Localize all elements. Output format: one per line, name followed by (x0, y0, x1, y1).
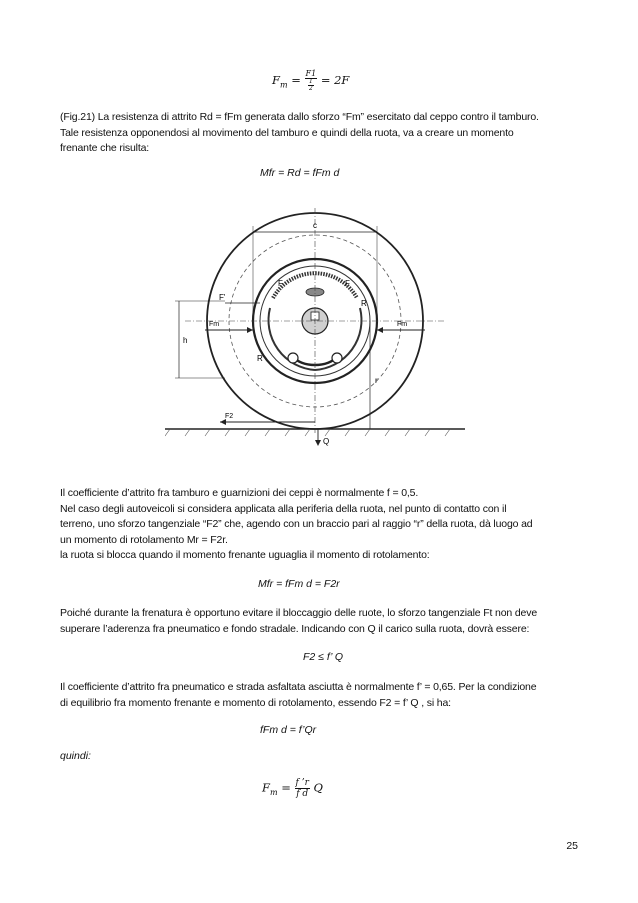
label-q: Q (323, 437, 330, 446)
drum-brake-figure (165, 208, 545, 448)
eq6-lhs: F (262, 780, 270, 795)
equation-mfr: Mfr = Rd = fFm d (260, 167, 340, 179)
para2-line4: un momento di rotolamento Mr = F2r. (60, 533, 228, 546)
label-f-left: F (278, 279, 283, 288)
page-number: 25 (566, 840, 578, 852)
ground-hatch (165, 429, 450, 436)
quindi-label: quindi: (60, 750, 91, 762)
label-c: c (313, 221, 317, 230)
label-f-star: F' (219, 293, 226, 302)
para2-line3: terreno, uno sforzo tangenziale “F2” che, agendo con un braccio pari al raggio “r” della ruota, dà luogo ad (60, 518, 533, 530)
paragraph-1 (60, 110, 585, 157)
label-f2: F2 (225, 413, 234, 420)
para2-line1: Il coefficiente d’attrito fra tamburo e guarnizioni dei ceppi è normalmente f = 0,5. (60, 487, 419, 499)
eq1-fraction (305, 70, 318, 92)
paragraph-3 (60, 606, 585, 637)
para4-line2: di equilibrio fra momento frenante e momento di rotolamento, essendo F2 = f’ Q , si ha: (60, 696, 451, 709)
eq6-rhs: Q (313, 780, 323, 795)
spring-pin-right (332, 353, 342, 363)
fm-left-head (247, 327, 253, 333)
label-r-right: R (361, 299, 367, 308)
para3-line2: superare l’aderenza fra pneumatico e fondo stradale. Indicando con Q il carico sulla ruota, dovrà essere: (60, 622, 530, 635)
equation-mfr-balance: Mfr = fFm d = F2r (258, 578, 340, 590)
para4-line1: Il coefficiente d’attrito fra pneumatico e strada asfaltata asciutta è normalmente f’ = 0,65. Per la condizione (60, 681, 537, 693)
para1-line3: frenante che risulta: (60, 142, 150, 154)
eq1-rhs: = 2F (320, 73, 350, 87)
paragraph-2 (60, 486, 585, 564)
label-f-right: F (345, 279, 350, 288)
eq6-denominator: f d (296, 789, 309, 799)
label-r-left: R (257, 354, 263, 363)
label-fm-right: Fm (397, 321, 408, 328)
para2-line5: la ruota si blocca quando il momento frenante uguaglia il momento di rotolamento: (60, 549, 430, 561)
para3-line1: Poiché durante la frenatura è opportuno evitare il bloccaggio delle ruote, lo sforzo tangenziale Ft non deve (60, 607, 538, 619)
para1-line2: Tale resistenza opponendosi al movimento del tamburo e quindi della ruota, va a creare un momento (60, 126, 514, 139)
q-head (315, 440, 321, 446)
eq6-fraction (295, 778, 310, 799)
spring-pin-left (288, 353, 298, 363)
fm-right-head (377, 327, 383, 333)
equation-fm-2f: $F_m$ = $\frac{F1}{\frac{1}{2}}$ = 2F (272, 69, 350, 92)
eq1-sub: m (279, 80, 288, 90)
label-h: h (183, 336, 188, 345)
eq6-sub: m (269, 787, 278, 797)
paragraph-4 (60, 680, 585, 711)
eq1-numerator: F1 (305, 69, 317, 78)
eq6-numerator: f ’r (295, 778, 309, 788)
para2-line2: Nel caso degli autoveicoli si considera applicata alla periferia della ruota, nel punto di contatto con il (60, 502, 507, 515)
equation-equilibrium: fFm d = f’Qr (260, 724, 317, 736)
label-fm-left: Fm (209, 321, 220, 328)
equation-fm-final: $F_m$ = $\frac{f ’r}{\text{f d}}$ Q (262, 778, 323, 799)
equation-adherence: F2 ≤ f’ Q (303, 651, 343, 663)
eq1-denominator (305, 79, 318, 92)
eq1-inner-den: 2 (308, 85, 313, 92)
para1-line1: (Fig.21) La resistenza di attrito Rd = fFm generata dallo sforzo “Fm” esercitato dal ceppo contro il tamburo. (60, 111, 539, 123)
label-r: r (375, 376, 378, 385)
eq1-inner-num: 1 (308, 78, 313, 85)
eq1-lhs: F (272, 73, 280, 87)
